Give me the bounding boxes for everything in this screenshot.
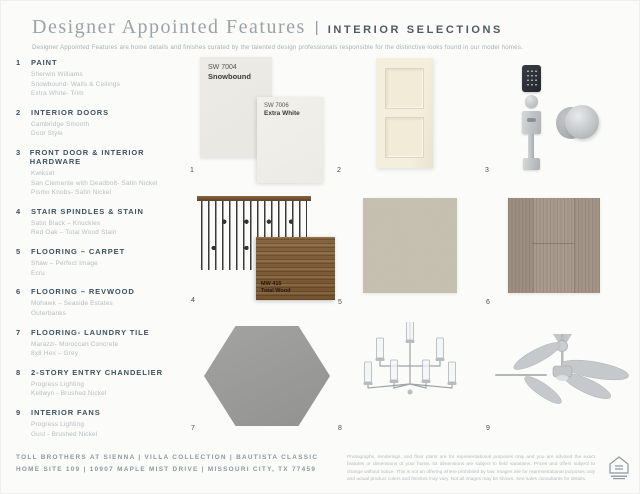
item-number: 1 <box>16 58 21 67</box>
list-item-interior-doors <box>16 108 184 139</box>
wood-flooring-swatch <box>508 198 600 293</box>
item-number: 5 <box>16 247 21 257</box>
wood-stain-swatch <box>256 237 335 300</box>
equal-housing-icon <box>608 455 630 481</box>
handleset-grip-image <box>528 134 534 160</box>
interior-door-image <box>376 58 433 168</box>
handleset-foot-image <box>523 158 540 170</box>
gallery-number-3: 3 <box>485 167 489 174</box>
item-details: Progress Lighting Kellwyn - Brushed Nickel <box>31 380 107 398</box>
carpet-swatch-image <box>363 198 457 293</box>
gallery-number-1: 1 <box>190 167 194 174</box>
item-details: Marazzi- Moroccan Concrete 8x8 Hex – Grey <box>31 340 119 358</box>
gallery-number-7: 7 <box>191 425 195 432</box>
item-title: FLOORING – CARPET <box>31 247 126 257</box>
gallery-number-6: 6 <box>486 299 490 306</box>
hexagon-tile-image <box>204 326 330 426</box>
paint-name: Extra White <box>264 110 300 117</box>
footer-disclaimer: Photographs, renderings, and floor plans are for representational purposes only and you are advised the exact features or dimensions of your home, lot dimensions are subject to field variations. Prices and offers subject to change without notice. This is not an offering where prohibited by law. Images are for representational purposes only and actual product colors and finishes may vary. Not all images may be shown. See sales consultants for details. <box>347 455 595 483</box>
deadbolt-dial-image <box>525 95 538 108</box>
stain-name: Total Wood <box>261 288 291 295</box>
item-details: Shaw – Perfect Image Ecru <box>31 260 98 277</box>
page-subtitle: INTERIOR SELECTIONS <box>327 24 503 36</box>
item-number: 3 <box>16 148 21 158</box>
paint-code: SW 7004 <box>208 64 237 71</box>
item-details: Kwikset San Clemente with Deadbolt- Satin Nickel Pismo Knobs- Satin Nickel <box>31 170 158 197</box>
item-details: Mohawk – Seaside Estates Outerbanks <box>31 300 113 317</box>
item-title: INTERIOR FANS <box>31 407 101 417</box>
footer-address-block <box>16 452 318 475</box>
item-details: Satin Black – Knuckles Red Oak – Total Wood Stain <box>31 219 117 237</box>
gallery-number-8: 8 <box>338 425 342 432</box>
item-number: 8 <box>16 367 21 377</box>
item-title: STAIR SPINDLES & STAIN <box>31 206 144 216</box>
item-number: 9 <box>16 407 21 417</box>
title-divider: | <box>314 19 319 36</box>
chandelier-image <box>350 322 470 422</box>
list-item-paint <box>16 58 184 99</box>
list-item-flooring-carpet <box>16 247 184 278</box>
door-panel <box>385 68 424 109</box>
list-item-entry-chandelier <box>16 368 184 399</box>
door-panel <box>385 117 424 158</box>
item-title: PAINT <box>31 58 58 67</box>
item-details: Sherwin Williams Snowbound- Walls & Ceilings Extra White- Trim <box>31 71 120 98</box>
footer-community-line: TOLL BROTHERS AT SIENNA | VILLA COLLECTION | BAUTISTA CLASSIC <box>16 454 319 461</box>
item-number: 6 <box>16 287 21 297</box>
item-details: Progress Lighting Gust - Brushed Nickel <box>31 420 98 438</box>
paint-swatch-extra-white <box>257 97 324 183</box>
gallery-number-9: 9 <box>486 425 490 432</box>
item-title: INTERIOR DOORS <box>31 107 110 117</box>
item-details: Cambridge Smooth Door Style <box>31 120 90 138</box>
footer-homesite-line: HOME SITE 109 | 10907 MAPLE MIST DRIVE | MISSOURI CITY, TX 77459 <box>16 465 317 473</box>
item-title: FLOORING – REVWOOD <box>31 287 135 297</box>
list-item-front-door-hardware <box>16 148 184 198</box>
list-item-interior-fans <box>16 408 184 439</box>
paint-name: Snowbound <box>208 72 251 81</box>
item-title: FRONT DOOR & INTERIOR HARDWARE <box>29 148 145 167</box>
carpet-texture <box>363 198 457 293</box>
gallery-number-4: 4 <box>191 297 195 304</box>
item-title: FLOORING- LAUNDRY TILE <box>31 327 150 337</box>
list-item-stair-spindles <box>16 207 184 238</box>
ceiling-fan-image <box>495 330 630 415</box>
handleset-plate-image <box>522 111 541 134</box>
item-number: 7 <box>16 327 21 337</box>
keypad-deadbolt-image <box>522 65 541 92</box>
list-item-flooring-revwood <box>16 287 184 318</box>
paint-code: SW 7006 <box>264 103 289 109</box>
item-number: 2 <box>16 107 21 117</box>
item-number: 4 <box>16 206 21 216</box>
gallery-number-5: 5 <box>338 299 342 306</box>
gallery-number-2: 2 <box>337 167 341 174</box>
stain-code: MW 415 <box>261 281 282 287</box>
list-item-laundry-tile <box>16 328 184 359</box>
item-title: 2-STORY ENTRY CHANDELIER <box>31 367 163 377</box>
header <box>32 16 523 51</box>
page-description: Designer Appointed Features are home details and finishes curated by the talented design professionals responsible for the distinctive looks found in our model homes. <box>32 44 524 51</box>
selections-list <box>16 58 184 448</box>
door-knob-image <box>565 105 599 139</box>
page-title: Designer Appointed Features <box>32 16 306 38</box>
